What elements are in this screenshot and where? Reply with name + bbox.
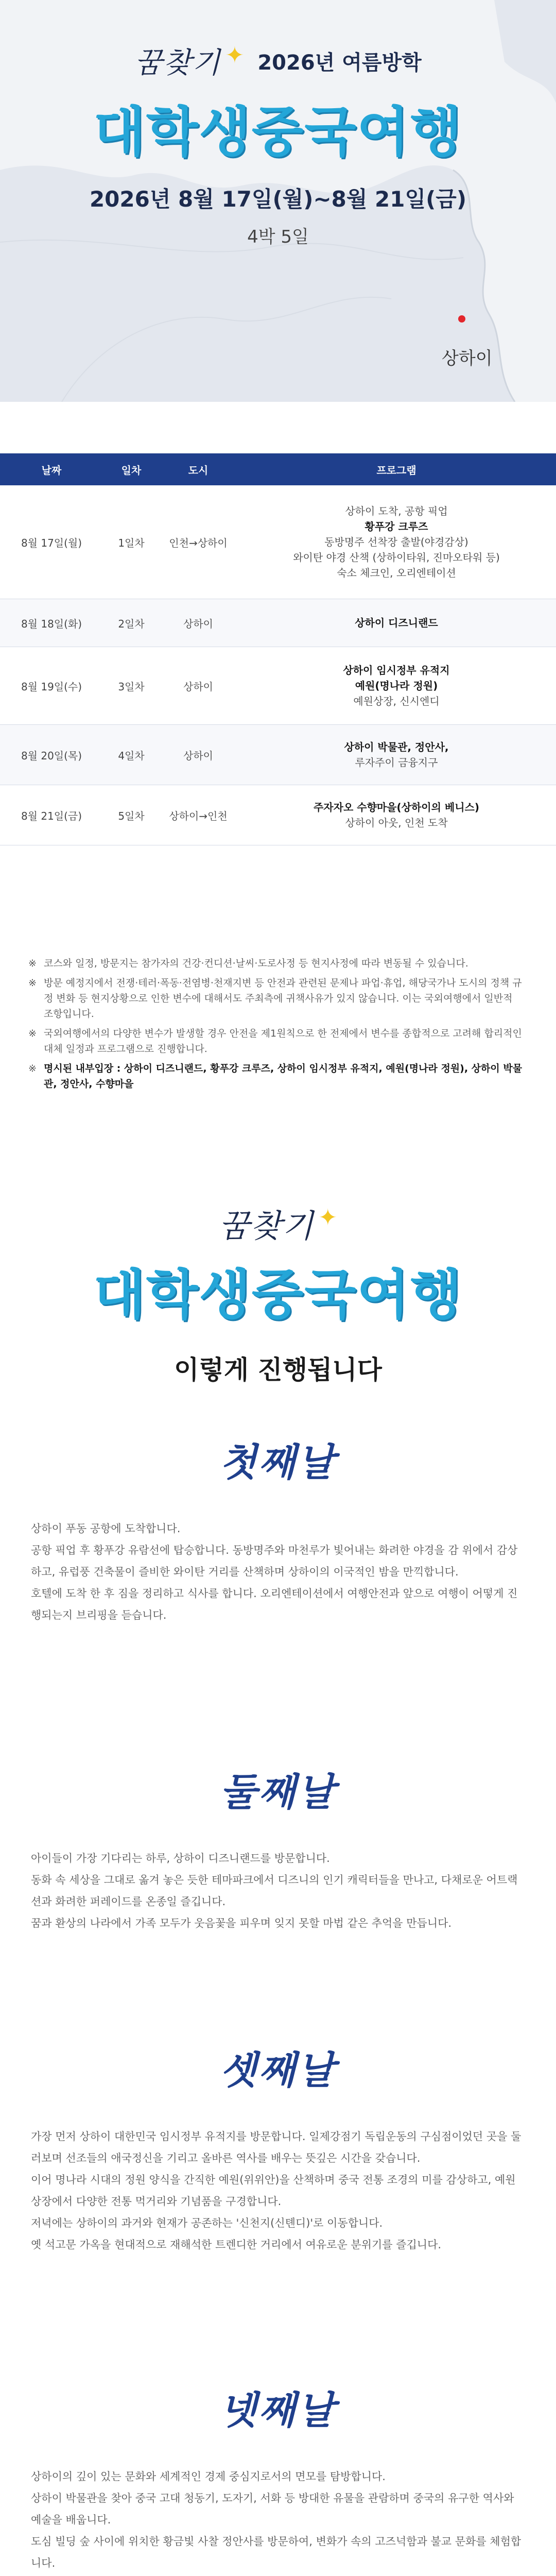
row-day: 1일차 — [118, 536, 145, 549]
header-day: 일차 — [121, 464, 142, 477]
note-item — [28, 1026, 523, 1057]
day-title: 둘째날 — [219, 1770, 337, 1815]
day-section-4 — [0, 2380, 556, 2576]
day-section-1 — [0, 1432, 556, 1626]
note-text: 방문 예정지에서 전쟁·테러·폭동·전염병·천재지변 등 안전과 관련된 문제나 파업·휴업, 해당국가나 도시의 정책 규정 변화 등 현지상황으로 인한 변수에 대해서도 주최측에 귀책사유가 있지 않습니다. 이는 국외여행에서 일반적 조항입니다. — [44, 977, 522, 1020]
section-title: 대학생중국여행 — [93, 1263, 463, 1326]
day-paragraph: 가장 먼저 상하이 대한민국 임시정부 유적지를 방문합니다. 일제강점기 독립운동의 구심점이었던 곳을 둘러보며 선조들의 애국정신을 기리고 올바른 역사를 배우는 뜻깊은 시간을 갖습니다. — [31, 2130, 522, 2164]
row-city: 인천→상하이 — [169, 536, 228, 549]
season-label: 2026년 여름방학 — [257, 50, 422, 75]
trip-duration: 4박 5일 — [247, 227, 309, 247]
day-paragraph: 꿈과 환상의 나라에서 가족 모두가 웃음꽃을 피우며 잊지 못할 마법 같은 추억을 만듭니다. — [31, 1917, 452, 1929]
hero-content — [0, 40, 556, 248]
day-paragraph: 아이들이 가장 기다리는 하루, 상하이 디즈니랜드를 방문합니다. — [31, 1852, 330, 1865]
row-program — [237, 485, 556, 599]
note-item — [28, 1061, 523, 1092]
table-row — [0, 785, 556, 845]
program-line: 상하이 도착, 공항 픽업 — [345, 505, 448, 517]
row-program — [237, 725, 556, 785]
row-city: 상하이 — [183, 617, 213, 630]
header-date: 날짜 — [41, 464, 62, 477]
table-row — [0, 647, 556, 725]
row-program — [237, 647, 556, 724]
program-line: 상하이 아웃, 인천 도착 — [345, 817, 448, 829]
program-line: 주자자오 수향마을(상하이의 베니스) — [313, 801, 479, 814]
row-city: 상하이 — [183, 749, 213, 762]
day-paragraph: 이어 명나라 시대의 정원 양식을 간직한 예원(위위안)을 산책하며 중국 전통 조경의 미를 감상하고, 예원상장에서 다양한 전통 먹거리와 기념품을 구경합니다. — [31, 2174, 516, 2208]
row-day: 5일차 — [118, 809, 145, 822]
day-title: 넷째날 — [219, 2388, 337, 2433]
day-paragraph: 동화 속 세상을 그대로 옮겨 놓은 듯한 테마파크에서 디즈니의 인기 캐릭터들을 만나고, 다채로운 어트랙션과 화려한 퍼레이드를 온종일 즐깁니다. — [31, 1874, 518, 1908]
row-date: 8월 17일(월) — [21, 536, 82, 549]
day-paragraph: 저녁에는 상하이의 과거와 현재가 공존하는 '신천지(신톈디)'로 이동합니다. — [31, 2217, 383, 2229]
program-line: 와이탄 야경 산책 (상하이타워, 진마오타워 등) — [293, 551, 500, 564]
table-body — [0, 485, 556, 845]
section-subtitle: 이렇게 진행됩니다 — [174, 1355, 382, 1385]
day-title: 첫째날 — [219, 1440, 337, 1485]
brand-logo: 꿈찾기 — [134, 46, 221, 80]
day-body — [31, 1518, 525, 1626]
note-mark-icon: ※ — [28, 1028, 37, 1039]
day-paragraph: 옛 석고문 가옥을 현대적으로 재해석한 트렌디한 거리에서 여유로운 분위기를 즐깁니다. — [31, 2239, 442, 2251]
star-icon: ✦ — [318, 1205, 338, 1231]
row-date: 8월 18일(화) — [21, 617, 82, 630]
row-city: 상하이 — [183, 680, 213, 693]
hero-title: 대학생중국여행 — [93, 100, 463, 163]
row-city: 상하이→인천 — [169, 809, 228, 822]
program-line: 예원(명나라 정원) — [355, 680, 438, 692]
day-section-2 — [0, 1762, 556, 1934]
program-line: 상하이 디즈니랜드 — [355, 617, 438, 629]
day-body — [31, 2126, 525, 2256]
day-body — [31, 1848, 525, 1934]
day-paragraph: 상하이의 깊이 있는 문화와 세계적인 경제 중심지로서의 면모를 탐방합니다. — [31, 2470, 386, 2483]
program-line: 동방명주 선착장 출발(야경감상) — [324, 536, 468, 548]
row-program — [237, 785, 556, 845]
hero-logo-row — [0, 40, 556, 81]
day-paragraph: 공항 픽업 후 황푸강 유람선에 탑승합니다. 동방명주와 마천루가 빛어내는 화려한 야경을 감 위에서 감상하고, 유럽풍 건축물이 즐비한 와이탄 거리를 산책하며 상하이의 이국적인 밤을 만끽합니다. — [31, 1544, 518, 1578]
note-text: 코스와 일정, 방문지는 참가자의 건강·컨디션·날씨·도로사정 등 현지사정에 따라 변동될 수 있습니다. — [44, 958, 468, 969]
note-item — [28, 975, 523, 1022]
header-program: 프로그램 — [376, 464, 416, 477]
city-label: 상하이 — [442, 348, 493, 369]
row-date: 8월 21일(금) — [21, 809, 82, 822]
program-line: 숙소 체크인, 오리엔테이션 — [337, 567, 456, 579]
day-section-3 — [0, 2040, 556, 2256]
row-day: 3일차 — [118, 680, 145, 693]
row-date: 8월 19일(수) — [21, 680, 82, 693]
program-line: 상하이 임시정부 유적지 — [343, 664, 450, 676]
schedule-table — [0, 453, 556, 845]
table-row — [0, 725, 556, 785]
hero-banner — [0, 0, 556, 402]
program-line: 상하이 박물관, 정안사, — [344, 741, 449, 753]
note-mark-icon: ※ — [28, 977, 37, 989]
day-title: 셋째날 — [219, 2048, 337, 2093]
row-day: 4일차 — [118, 749, 145, 762]
section-logo-row — [0, 1200, 556, 1246]
note-mark-icon: ※ — [28, 1063, 37, 1074]
header-city: 도시 — [188, 464, 208, 477]
day-paragraph — [31, 2574, 525, 2576]
program-line: 황푸강 크루즈 — [364, 520, 428, 533]
location-marker-icon — [458, 315, 465, 323]
row-program — [237, 599, 556, 647]
notes-section — [28, 956, 523, 1096]
program-line: 루자주이 금융지구 — [355, 756, 438, 769]
day-paragraph: 호텔에 도착 한 후 짐을 정리하고 식사를 합니다. 오리엔테이션에서 여행안전과 앞으로 여행이 어떻게 진행되는지 브리핑을 듣습니다. — [31, 1587, 518, 1621]
brand-logo: 꿈찾기 — [218, 1207, 315, 1245]
table-row — [0, 485, 556, 599]
note-item — [28, 956, 523, 971]
row-day: 2일차 — [118, 617, 145, 630]
day-body — [31, 2466, 525, 2576]
program-line: 예원상장, 신시엔디 — [353, 695, 440, 707]
table-row — [0, 599, 556, 647]
note-mark-icon: ※ — [28, 958, 37, 969]
table-header — [0, 453, 556, 485]
row-date: 8월 20일(목) — [21, 749, 82, 762]
note-text: 국외여행에서의 다양한 변수가 발생할 경우 안전을 제1원칙으로 한 전제에서 변수를 종합적으로 고려해 합리적인 대체 일정과 프로그램으로 진행합니다. — [44, 1028, 522, 1055]
day-paragraph: 도심 빌딩 숲 사이에 위치한 황금빛 사찰 정안사를 방문하여, 변화가 속의 고즈넉함과 불교 문화를 체험합니다. — [31, 2535, 522, 2569]
day-paragraph: 상하이 푸동 공항에 도착합니다. — [31, 1522, 181, 1535]
star-icon: ✦ — [225, 42, 245, 69]
day-paragraph: 상하이 박물관을 찾아 중국 고대 청동기, 도자기, 서화 등 방대한 유물을 관람하며 중국의 유구한 역사와 예술을 배웁니다. — [31, 2492, 514, 2526]
section-logo — [0, 1200, 556, 1386]
note-text: 명시된 내부입장 : 상하이 디즈니랜드, 황푸강 크루즈, 상하이 임시정부 유적지, 예원(명나라 정원), 상하이 박물관, 정안사, 수향마을 — [44, 1063, 523, 1090]
trip-dates: 2026년 8월 17일(월)~8월 21일(금) — [89, 187, 467, 212]
